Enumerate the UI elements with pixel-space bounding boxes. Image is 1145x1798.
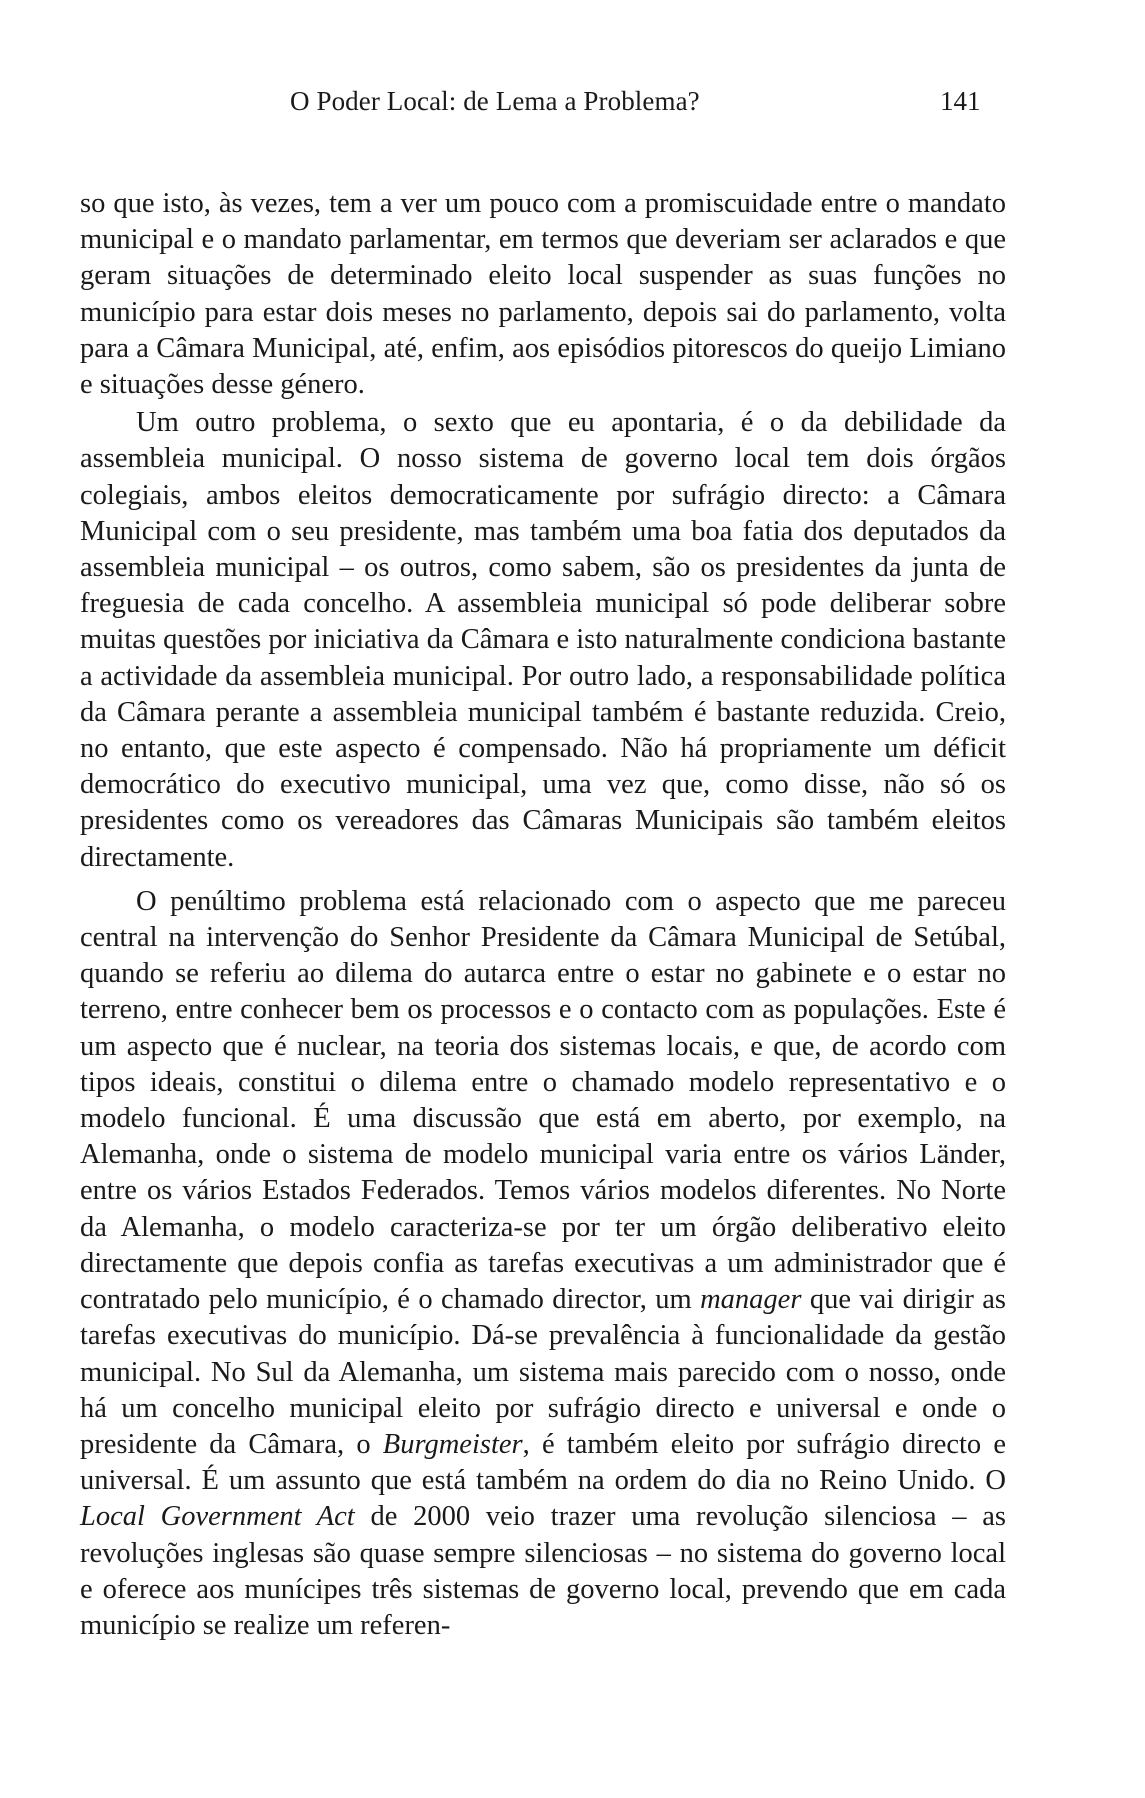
paragraph-text: que vai dirigir as tarefas executivas do município. Dá-se prevalência à funcionalidade da gestão municipal. No Sul da Alemanha, um sistema mais parecido com o nosso, onde há um concelho municipal eleito por sufrágio directo e universal e onde o presidente da Câmara, o bbox=[80, 1284, 1006, 1460]
italic-term-burgmeister: Burgmeister bbox=[382, 1428, 523, 1460]
italic-term-local-government-act: Local Government Act bbox=[80, 1501, 355, 1533]
paragraph-text: , é também eleito por sufrágio directo e universal. É um assunto que está também na ordem do dia no Reino Unido. O bbox=[80, 1428, 1006, 1497]
italic-term-manager: manager bbox=[700, 1284, 802, 1316]
paragraph-text: de 2000 veio trazer uma revolução silenciosa – as revoluções inglesas são quase sempre silenciosas – no sistema do governo local e oferece aos munícipes três sistemas de governo local, prevendo que em cada município se realize um referen- bbox=[80, 1501, 1006, 1641]
body-text bbox=[80, 186, 1006, 1644]
paragraph-text: O penúltimo problema está relacionado com o aspecto que me pareceu central na intervenção do Senhor Presidente da Câmara Municipal de Setúbal, quando se referiu ao dilema do autarca entre o estar no gabinete e o estar no terreno, entre conhecer bem os processos e o contacto com as populações. Este é um aspecto que é nuclear, na teoria dos sistemas locais, e que, de acordo com tipos ideais, constitui o dilema entre o chamado modelo representativo e o modelo funcional. É uma discussão que está em aberto, por exemplo, na Alemanha, onde o sistema de modelo municipal varia entre os vários Länder, entre os vários Estados Federados. Temos vários modelos diferentes. No Norte da Alemanha, o modelo caracteriza-se por ter um órgão deliberativo eleito directamente que depois confia as tarefas executivas a um administrador que é contratado pelo município, é o chamado director, um bbox=[80, 885, 1006, 1316]
paragraph-continuation: so que isto, às vezes, tem a ver um pouco com a promiscuidade entre o mandato municipal e o mandato parlamentar, em termos que deveriam ser aclarados e que geram situações de determinado eleito local suspender as suas funções no município para estar dois meses no parlamento, depois sai do parlamento, volta para a Câmara Municipal, até, enfim, aos episódios pitorescos do queijo Limiano e situações desse género. bbox=[80, 188, 1006, 401]
paragraph-penultimate-problem bbox=[80, 884, 1006, 1644]
paragraph-sixth-problem: Um outro problema, o sexto que eu apontaria, é o da debilidade da assembleia municipal. O nosso sistema de governo local tem dois órgãos colegiais, ambos eleitos democraticamente por sufrágio directo: a Câmara Municipal com o seu presidente, mas também uma boa fatia dos deputados da assembleia municipal – os outros, como sabem, são os presidentes da junta de freguesia de cada concelho. A assembleia municipal só pode deliberar sobre muitas questões por iniciativa da Câmara e isto naturalmente condiciona bastante a actividade da assembleia municipal. Por outro lado, a responsabilidade política da Câmara perante a assembleia municipal também é bastante reduzida. Creio, no entanto, que este aspecto é compensado. Não há propriamente um déficit democrático do executivo municipal, uma vez que, como disse, não só os presidentes como os vereadores das Câmaras Municipais são também eleitos directamente. bbox=[80, 407, 1006, 873]
page-number: 141 bbox=[940, 86, 981, 116]
running-head: O Poder Local: de Lema a Problema? bbox=[290, 86, 700, 116]
